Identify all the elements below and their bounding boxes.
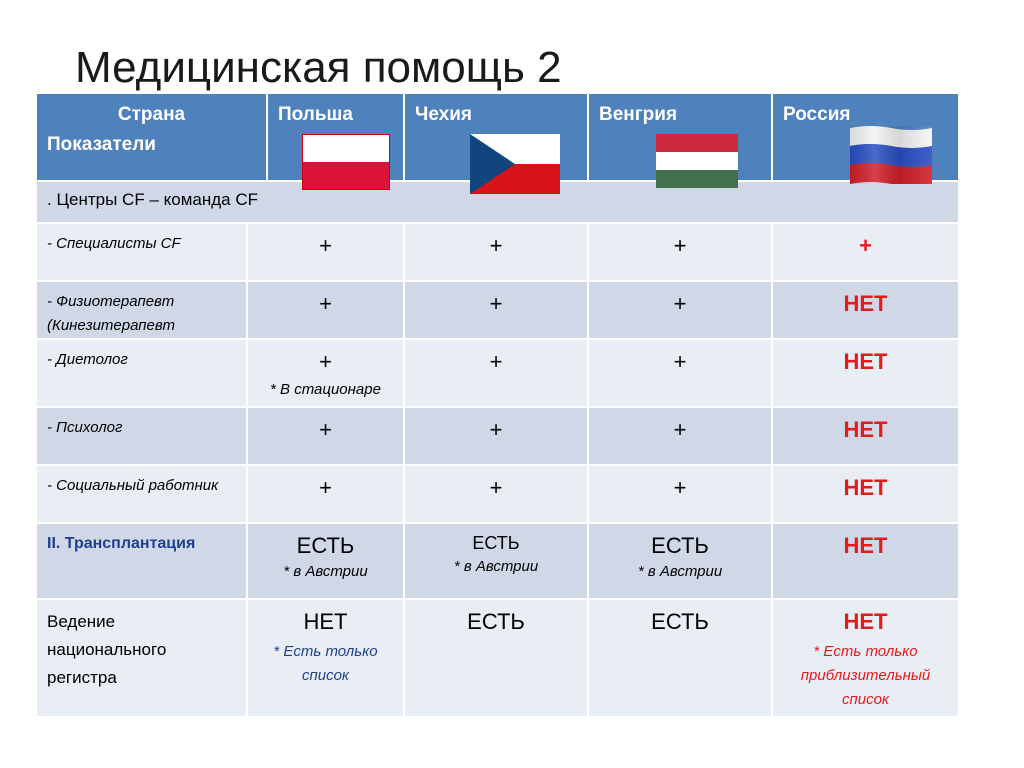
table-row bbox=[37, 340, 958, 408]
cell-value: + bbox=[673, 417, 687, 442]
cell-value: + bbox=[673, 233, 687, 258]
cell-value: НЕТ bbox=[843, 533, 888, 558]
cell-value: + bbox=[489, 349, 503, 374]
cell-note: * Есть только список bbox=[273, 643, 378, 684]
header-hungary: Венгрия bbox=[589, 94, 773, 180]
cell-value: + bbox=[859, 233, 872, 258]
header-indicators-label: Показатели bbox=[47, 134, 156, 155]
row-label: - Социальный работник bbox=[37, 466, 248, 522]
slide-title: Медицинская помощь 2 bbox=[75, 43, 562, 92]
cell-value: ЕСТЬ bbox=[651, 533, 709, 558]
registry-row bbox=[37, 600, 958, 716]
cell-value: + bbox=[489, 291, 503, 316]
cell-value: + bbox=[319, 349, 332, 374]
cell-value: + bbox=[319, 233, 332, 258]
comparison-table bbox=[37, 94, 958, 716]
cell-value: ЕСТЬ bbox=[467, 609, 525, 634]
table-row bbox=[37, 224, 958, 282]
cell-note: * В стационаре bbox=[270, 381, 381, 398]
cell-value: НЕТ bbox=[843, 349, 888, 374]
header-poland: Польша bbox=[268, 94, 405, 180]
transplant-label: II. Трансплантация bbox=[37, 524, 248, 598]
cell-value: НЕТ bbox=[843, 609, 888, 634]
table-row bbox=[37, 466, 958, 524]
russia-flag-icon bbox=[850, 126, 932, 184]
cell-value: НЕТ bbox=[843, 291, 888, 316]
row-label: - Диетолог bbox=[37, 340, 248, 406]
cell-value: + bbox=[489, 233, 503, 258]
cell-note: * в Австрии bbox=[637, 563, 723, 580]
cell-value: ЕСТЬ bbox=[296, 533, 355, 558]
cell-value: + bbox=[673, 475, 687, 500]
poland-flag-icon bbox=[302, 134, 390, 190]
cell-value: + bbox=[319, 417, 332, 442]
cell-value: + bbox=[319, 475, 332, 500]
cell-value: ЕСТЬ bbox=[472, 533, 520, 553]
header-russia: Россия bbox=[783, 104, 851, 125]
cell-value: + bbox=[673, 291, 687, 316]
row-label: - Физиотерапевт (Кинезитерапевт bbox=[37, 282, 248, 338]
cell-value: НЕТ bbox=[843, 475, 888, 500]
hungary-flag-icon bbox=[656, 134, 738, 188]
header-czech: Чехия bbox=[405, 94, 589, 180]
table-row bbox=[37, 282, 958, 340]
transplant-row bbox=[37, 524, 958, 600]
cell-value: + bbox=[319, 291, 332, 316]
cell-note: * в Австрии bbox=[283, 563, 368, 580]
cell-value: + bbox=[673, 349, 687, 374]
section-centers-label: . Центры CF – команда CF bbox=[47, 190, 258, 209]
cell-value: + bbox=[489, 417, 503, 442]
header-country-label: Страна bbox=[117, 104, 186, 125]
row-label: - Психолог bbox=[37, 408, 248, 464]
row-label: - Специалисты CF bbox=[37, 224, 248, 280]
cell-note: * в Австрии bbox=[453, 558, 539, 575]
cell-value: + bbox=[489, 475, 503, 500]
czech-flag-icon bbox=[470, 134, 560, 194]
cell-value: НЕТ bbox=[843, 417, 888, 442]
header-corner-cell bbox=[37, 94, 268, 180]
table-row bbox=[37, 408, 958, 466]
registry-label: Ведение национального регистра bbox=[37, 600, 248, 716]
cell-value: НЕТ bbox=[303, 609, 348, 634]
cell-note: * Есть только приблизительный список bbox=[800, 643, 931, 708]
cell-value: ЕСТЬ bbox=[651, 609, 709, 634]
